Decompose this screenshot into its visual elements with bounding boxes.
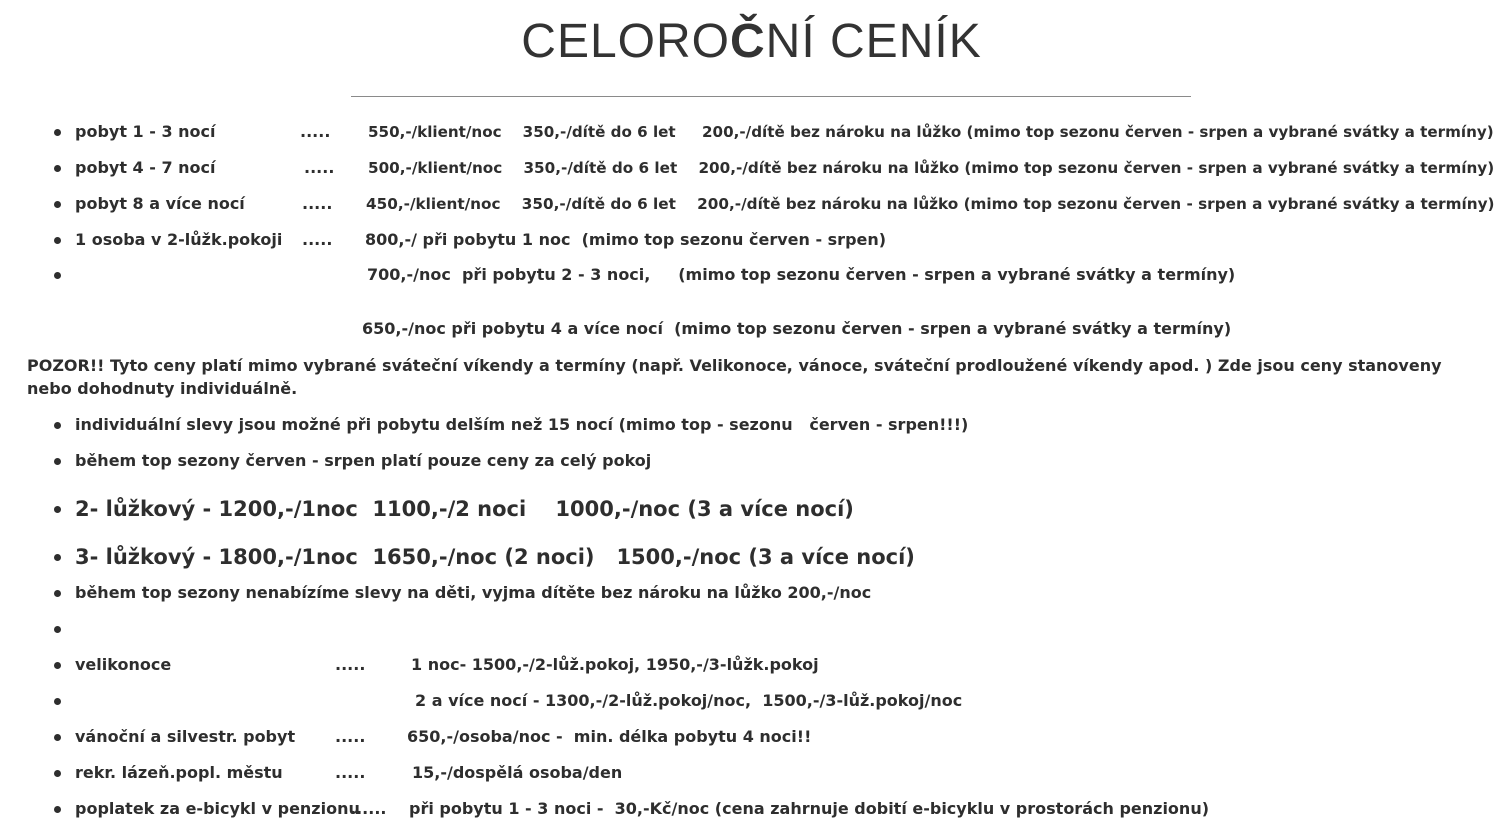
bullet-icon [54,165,61,172]
bullet-icon [54,237,61,244]
warning-note: POZOR!! Tyto ceny platí mimo vybrané sváteční víkendy a termíny (např. Velikonoce, vánoce, sváteční prodloužené víkendy apod. ) Zde jsou ceny stanoveny nebo dohodnuty individuálně. [27,356,1442,398]
bullet-icon [54,506,61,513]
bullet-icon [54,662,61,669]
bullet-icon [54,590,61,597]
bullet-icon [54,626,61,633]
bullet-icon [54,734,61,741]
title-divider [351,96,1191,97]
bullet-icon [54,806,61,813]
page-title: CELOROČNÍ CENÍK [521,15,982,68]
bullet-icon [54,201,61,208]
bullet-icon [54,458,61,465]
bullet-icon [54,129,61,136]
bullet-icon [54,770,61,777]
bullet-icon [54,272,61,279]
bullet-icon [54,554,61,561]
bullet-icon [54,698,61,705]
bullet-icon [54,422,61,429]
